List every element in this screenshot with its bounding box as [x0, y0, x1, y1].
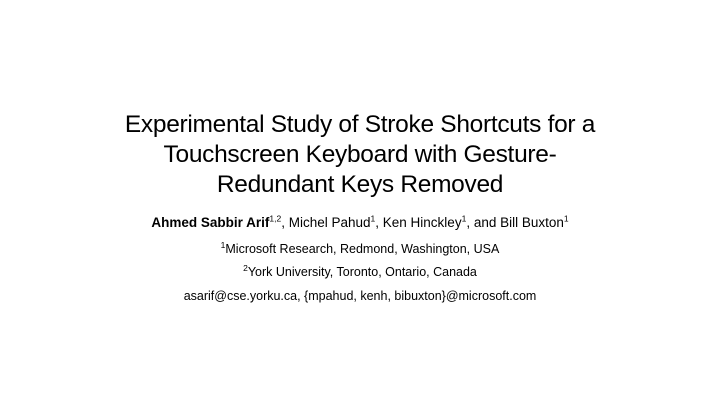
affiliation-sup: 1: [220, 239, 226, 250]
author-affiliation-sup: 1: [563, 213, 569, 224]
affiliation-microsoft: [30, 241, 690, 257]
author-emails: asarif@cse.yorku.ca, {mpahud, kenh, bibuxton}@microsoft.com: [183, 289, 537, 303]
title-line-2: Touchscreen Keyboard with Gesture-: [163, 141, 557, 168]
author-name-hinckley: , Ken Hinckley: [375, 215, 462, 230]
affiliation-york: [30, 264, 690, 280]
author-name-arif: Ahmed Sabbir Arif: [151, 215, 270, 230]
author-name-pahud: , Michel Pahud: [281, 215, 371, 230]
author-list: [30, 214, 690, 232]
affiliation-text: York University, Toronto, Ontario, Canada: [247, 265, 477, 279]
author-affiliation-sup: 1,2: [269, 213, 282, 224]
author-name-buxton: , and Bill Buxton: [466, 215, 564, 230]
affiliation-text: Microsoft Research, Redmond, Washington, USA: [225, 242, 500, 256]
author-affiliation-sup: 1: [461, 213, 467, 224]
affiliation-sup: 2: [243, 262, 248, 273]
title-line-3: Redundant Keys Removed: [216, 171, 504, 198]
slide-title: [60, 110, 660, 200]
title-line-1: Experimental Study of Stroke Shortcuts for a: [124, 111, 596, 138]
author-affiliation-sup: 1: [370, 213, 376, 224]
